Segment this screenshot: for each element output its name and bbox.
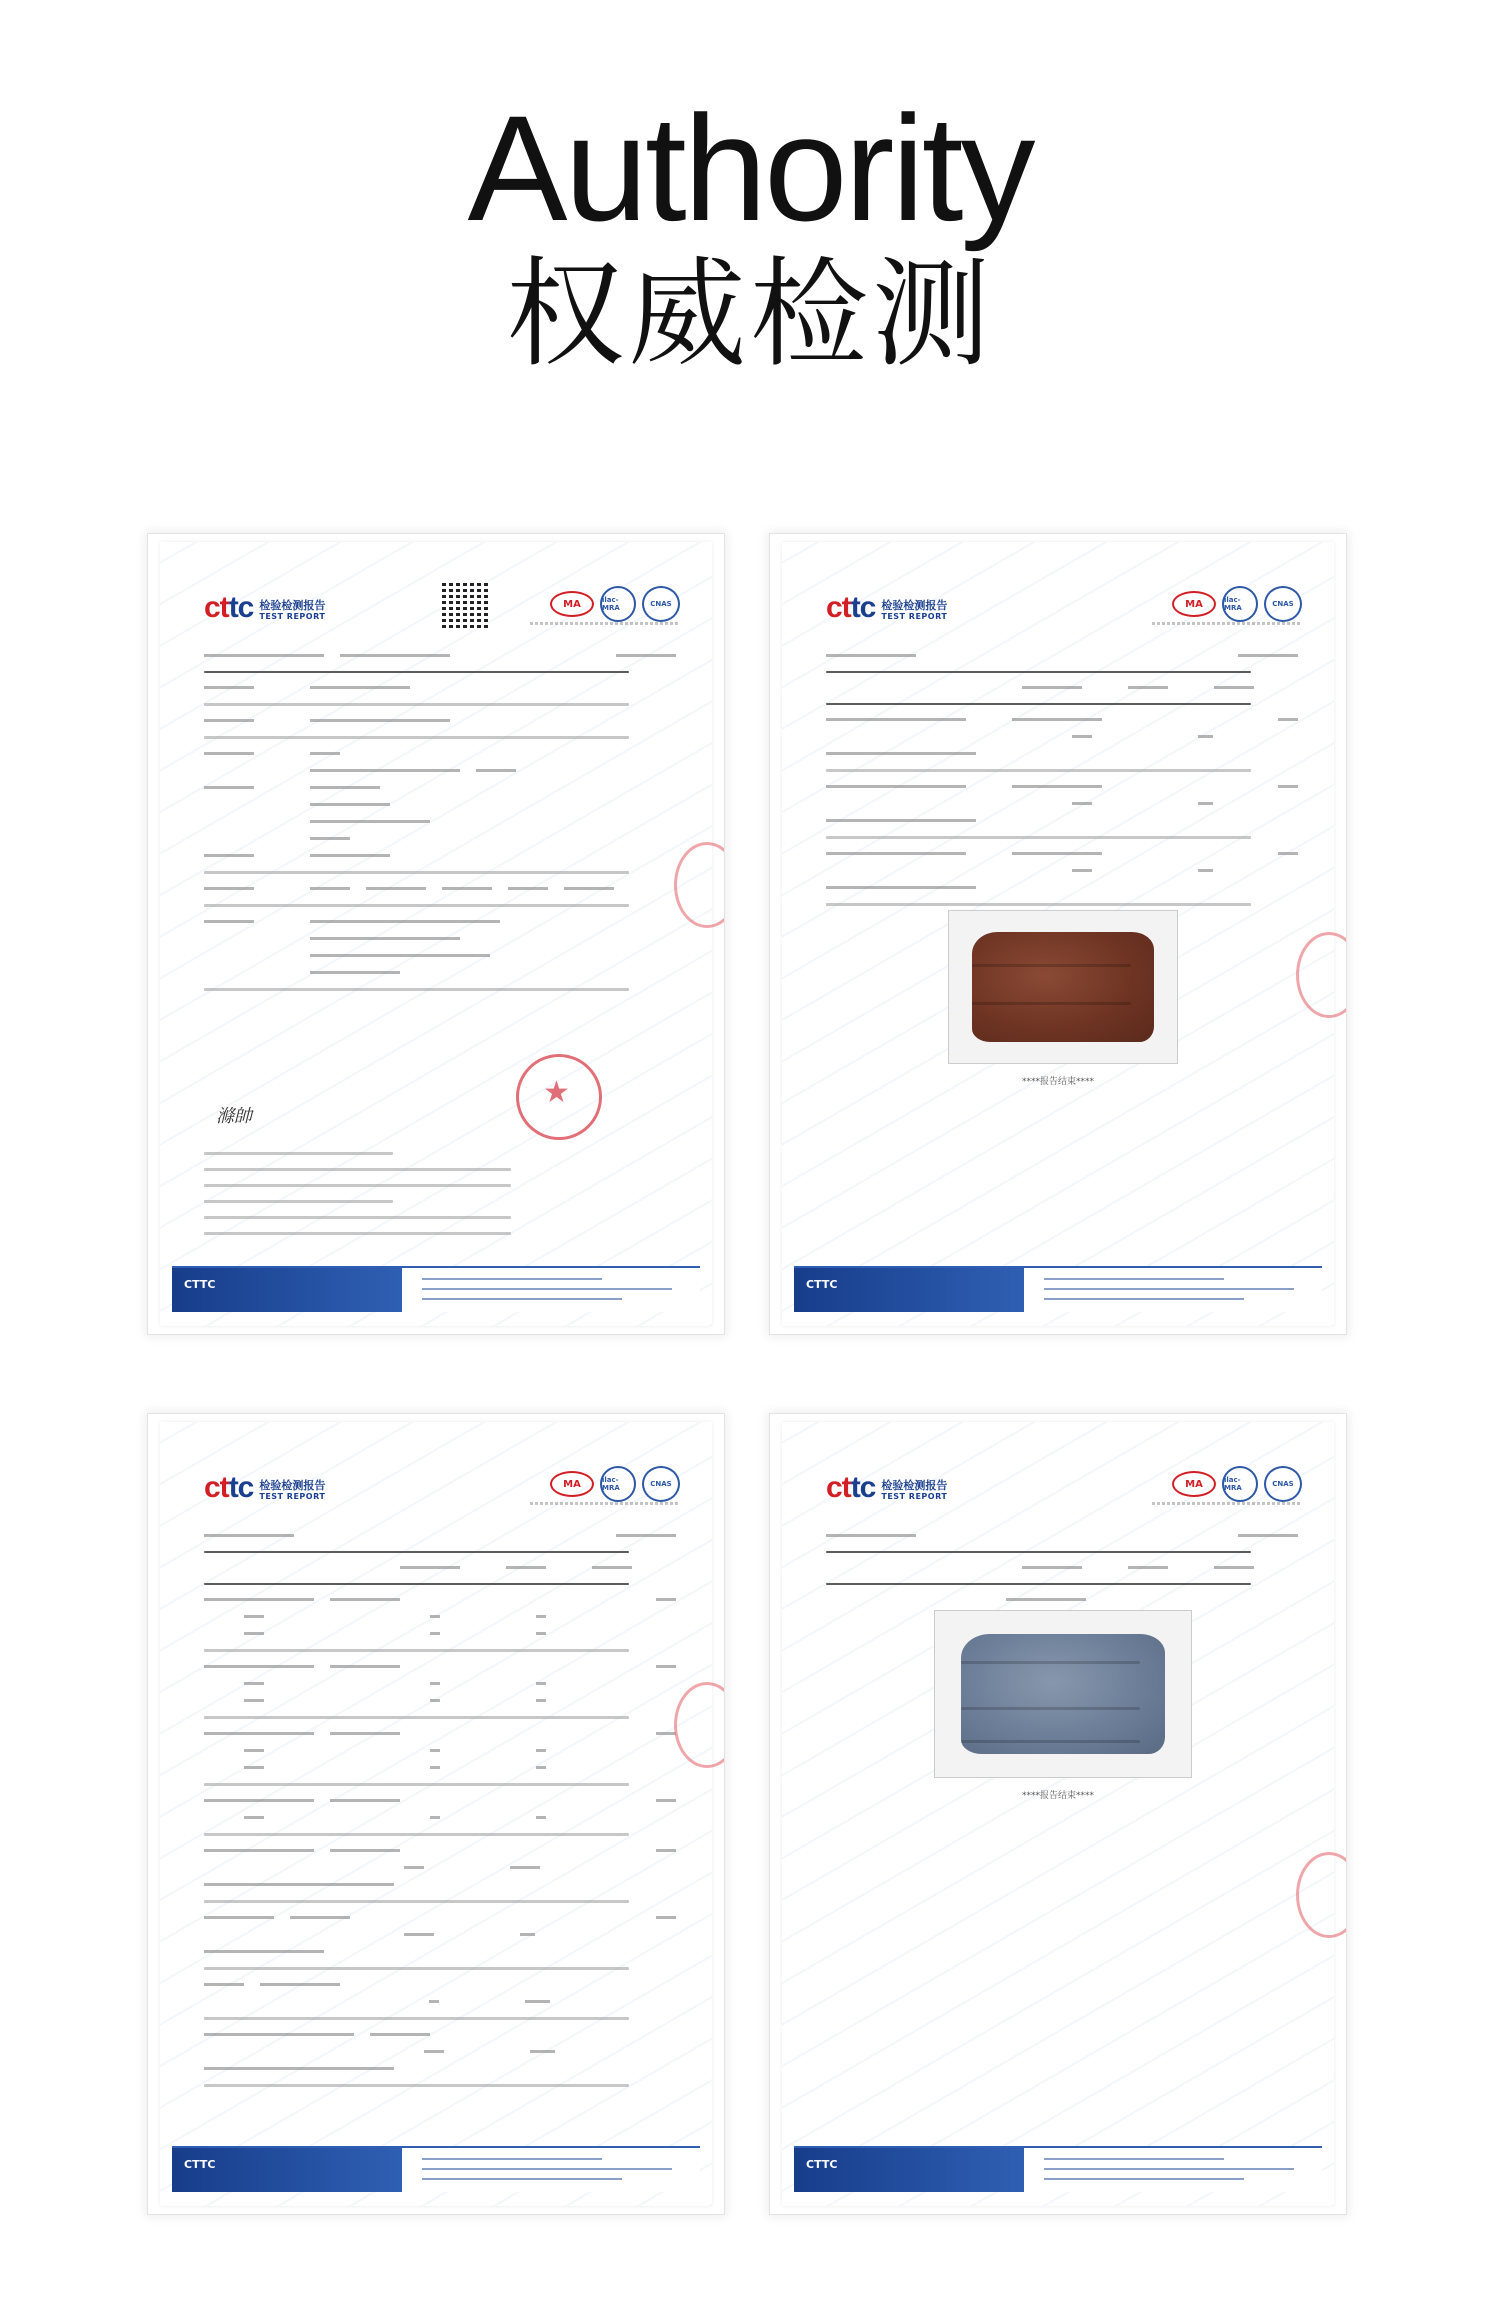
report-body [204, 1534, 676, 2100]
report-footer: CTTC [794, 2146, 1322, 2192]
report-header [204, 586, 680, 636]
report-body [204, 654, 676, 1004]
cttc-logo: cttc 检验检测报告 TEST REPORT [204, 591, 326, 624]
hero [0, 84, 1500, 384]
report-sheet [782, 1422, 1334, 2206]
report-header [826, 586, 1302, 636]
official-seal-icon [516, 1054, 602, 1140]
qr-code-icon [442, 580, 490, 628]
cnas-cert-icon: CNAS [642, 1466, 680, 1502]
report-body [826, 1534, 1298, 1615]
report-sheet [782, 542, 1334, 1326]
report-footer: CTTC [172, 1266, 700, 1312]
report-page-1 [148, 534, 724, 1334]
ilac-cert-icon: ilac-MRA [1222, 1466, 1258, 1502]
cnas-cert-icon: CNAS [642, 586, 680, 622]
cttc-logo: cttc 检验检测报告 TEST REPORT [204, 1471, 326, 1504]
hero-title-cn: 权威检测 [505, 245, 994, 383]
sample-photo [934, 1610, 1192, 1778]
report-page-3 [148, 1414, 724, 2214]
fabric-sample-blue [961, 1634, 1166, 1754]
report-header [826, 1466, 1302, 1516]
report-sheet [160, 1422, 712, 2206]
hero-title-en: Authority [467, 84, 1033, 252]
ilac-cert-icon: ilac-MRA [1222, 586, 1258, 622]
ma-cert-icon: MA [1172, 591, 1216, 617]
ilac-cert-icon: ilac-MRA [600, 586, 636, 622]
cnas-cert-icon: CNAS [1264, 1466, 1302, 1502]
report-page-2 [770, 534, 1346, 1334]
report-body [826, 654, 1298, 936]
ma-cert-icon: MA [550, 1471, 594, 1497]
cert-badges [1172, 586, 1302, 622]
fabric-sample-brown [972, 932, 1154, 1041]
cert-badges [550, 586, 680, 622]
signature-icon: 滌帥 [216, 1106, 252, 1127]
photo-caption: ****报告结束**** [1021, 1077, 1094, 1087]
report-footer: CTTC [794, 1266, 1322, 1312]
cttc-logo: cttc 检验检测报告 TEST REPORT [826, 591, 948, 624]
cnas-cert-icon: CNAS [1264, 586, 1302, 622]
cert-badges [550, 1466, 680, 1502]
photo-caption: ****报告结束**** [1021, 1791, 1094, 1801]
cttc-logo: cttc 检验检测报告 TEST REPORT [826, 1471, 948, 1504]
report-footer: CTTC [172, 2146, 700, 2192]
report-sheet [160, 542, 712, 1326]
ma-cert-icon: MA [1172, 1471, 1216, 1497]
ma-cert-icon: MA [550, 591, 594, 617]
report-header [204, 1466, 680, 1516]
ilac-cert-icon: ilac-MRA [600, 1466, 636, 1502]
sample-photo [948, 910, 1178, 1064]
report-page-4 [770, 1414, 1346, 2214]
cert-badges [1172, 1466, 1302, 1502]
